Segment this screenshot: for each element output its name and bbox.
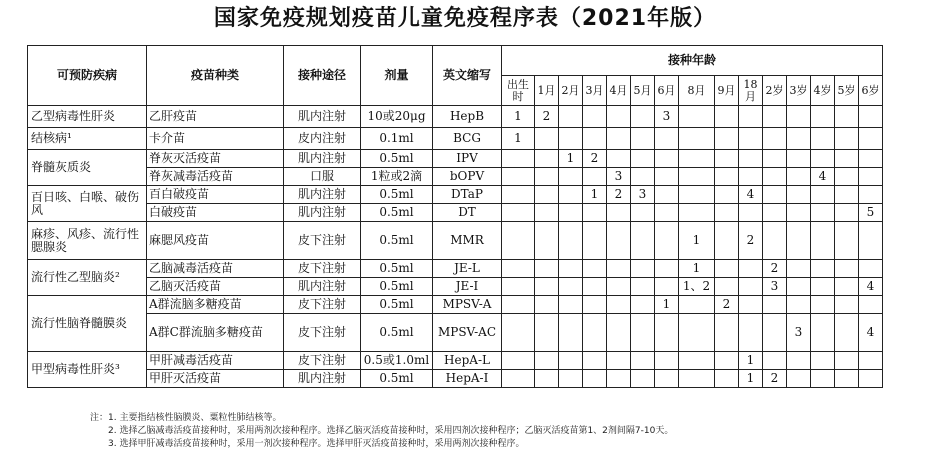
dose-number-cell bbox=[502, 204, 535, 222]
dose-number-cell: 1 bbox=[679, 260, 715, 278]
vaccine-cell: 脊灰减毒活疫苗 bbox=[147, 168, 284, 186]
dose-number-cell bbox=[631, 260, 655, 278]
table-row bbox=[28, 370, 883, 388]
dose-number-cell bbox=[631, 352, 655, 370]
route-cell: 皮下注射 bbox=[284, 352, 361, 370]
dose-number-cell bbox=[811, 352, 835, 370]
header-dose: 剂量 bbox=[361, 46, 433, 106]
age-header: 5月 bbox=[631, 76, 655, 106]
dose-number-cell bbox=[763, 150, 787, 168]
dose-number-cell bbox=[811, 186, 835, 204]
age-header: 4月 bbox=[607, 76, 631, 106]
dose-number-cell bbox=[655, 128, 679, 150]
abbr-cell: BCG bbox=[433, 128, 502, 150]
dose-number-cell bbox=[559, 278, 583, 296]
dose-number-cell bbox=[859, 128, 883, 150]
dose-number-cell bbox=[535, 168, 559, 186]
header-abbr: 英文缩写 bbox=[433, 46, 502, 106]
route-cell: 肌内注射 bbox=[284, 150, 361, 168]
dose-cell: 0.5ml bbox=[361, 296, 433, 314]
disease-cell: 百日咳、白喉、破伤风 bbox=[28, 186, 147, 222]
vaccine-cell: 麻腮风疫苗 bbox=[147, 222, 284, 260]
age-header: 1月 bbox=[535, 76, 559, 106]
dose-number-cell: 2 bbox=[535, 106, 559, 128]
dose-number-cell bbox=[739, 106, 763, 128]
dose-number-cell bbox=[502, 150, 535, 168]
dose-number-cell bbox=[763, 128, 787, 150]
route-cell: 皮下注射 bbox=[284, 296, 361, 314]
dose-number-cell bbox=[679, 150, 715, 168]
dose-number-cell bbox=[655, 150, 679, 168]
vaccine-cell: 乙脑减毒活疫苗 bbox=[147, 260, 284, 278]
dose-number-cell bbox=[859, 168, 883, 186]
table-row bbox=[28, 186, 883, 204]
dose-cell: 10或20μg bbox=[361, 106, 433, 128]
dose-number-cell bbox=[763, 222, 787, 260]
dose-number-cell bbox=[679, 352, 715, 370]
dose-number-cell bbox=[835, 168, 859, 186]
vaccine-cell: A群流脑多糖疫苗 bbox=[147, 296, 284, 314]
dose-number-cell bbox=[679, 296, 715, 314]
dose-number-cell bbox=[679, 204, 715, 222]
route-cell: 肌内注射 bbox=[284, 278, 361, 296]
dose-number-cell bbox=[607, 296, 631, 314]
vaccine-cell: 甲肝减毒活疫苗 bbox=[147, 352, 284, 370]
dose-number-cell bbox=[535, 370, 559, 388]
dose-number-cell bbox=[583, 370, 607, 388]
dose-number-cell bbox=[811, 260, 835, 278]
footnote-line bbox=[90, 438, 673, 451]
dose-number-cell bbox=[787, 296, 811, 314]
abbr-cell: bOPV bbox=[433, 168, 502, 186]
dose-number-cell bbox=[607, 260, 631, 278]
dose-number-cell bbox=[535, 204, 559, 222]
age-header: 6岁 bbox=[859, 76, 883, 106]
dose-number-cell bbox=[763, 106, 787, 128]
dose-number-cell bbox=[679, 186, 715, 204]
dose-number-cell bbox=[763, 314, 787, 352]
dose-number-cell bbox=[535, 352, 559, 370]
dose-number-cell bbox=[787, 260, 811, 278]
disease-cell: 结核病¹ bbox=[28, 128, 147, 150]
footnotes bbox=[90, 412, 673, 451]
dose-number-cell bbox=[583, 106, 607, 128]
footnote-1: 1. 主要指结核性脑膜炎、粟粒性肺结核等。 bbox=[108, 413, 282, 423]
dose-number-cell bbox=[835, 106, 859, 128]
route-cell: 肌内注射 bbox=[284, 204, 361, 222]
dose-number-cell: 1 bbox=[739, 352, 763, 370]
dose-number-cell bbox=[583, 128, 607, 150]
dose-number-cell bbox=[787, 204, 811, 222]
dose-number-cell bbox=[631, 370, 655, 388]
dose-cell: 0.5ml bbox=[361, 370, 433, 388]
vaccine-cell: 乙肝疫苗 bbox=[147, 106, 284, 128]
dose-number-cell bbox=[787, 222, 811, 260]
vaccine-cell: 乙脑灭活疫苗 bbox=[147, 278, 284, 296]
dose-number-cell: 1 bbox=[739, 370, 763, 388]
dose-number-cell bbox=[502, 168, 535, 186]
disease-cell: 乙型病毒性肝炎 bbox=[28, 106, 147, 128]
disease-cell: 脊髓灰质炎 bbox=[28, 150, 147, 186]
dose-number-cell bbox=[811, 314, 835, 352]
dose-number-cell bbox=[811, 370, 835, 388]
dose-number-cell bbox=[787, 186, 811, 204]
dose-number-cell bbox=[631, 278, 655, 296]
table-row bbox=[28, 296, 883, 314]
dose-number-cell bbox=[679, 168, 715, 186]
table-row bbox=[28, 222, 883, 260]
dose-number-cell bbox=[583, 204, 607, 222]
dose-cell: 0.5ml bbox=[361, 150, 433, 168]
dose-number-cell bbox=[631, 128, 655, 150]
dose-number-cell bbox=[559, 222, 583, 260]
dose-number-cell bbox=[715, 128, 739, 150]
dose-number-cell bbox=[559, 296, 583, 314]
footnote-line bbox=[90, 412, 673, 425]
dose-number-cell bbox=[535, 260, 559, 278]
vaccine-cell: 卡介苗 bbox=[147, 128, 284, 150]
age-header: 3岁 bbox=[787, 76, 811, 106]
route-cell: 肌内注射 bbox=[284, 186, 361, 204]
dose-number-cell bbox=[559, 314, 583, 352]
table-row bbox=[28, 168, 883, 186]
dose-number-cell: 2 bbox=[763, 370, 787, 388]
dose-number-cell bbox=[787, 106, 811, 128]
dose-number-cell bbox=[631, 296, 655, 314]
dose-number-cell bbox=[787, 128, 811, 150]
dose-number-cell bbox=[655, 222, 679, 260]
dose-number-cell bbox=[679, 128, 715, 150]
dose-number-cell bbox=[715, 352, 739, 370]
table-row bbox=[28, 204, 883, 222]
dose-number-cell bbox=[859, 106, 883, 128]
dose-number-cell bbox=[763, 352, 787, 370]
dose-number-cell bbox=[763, 186, 787, 204]
dose-number-cell bbox=[559, 260, 583, 278]
dose-number-cell bbox=[502, 314, 535, 352]
dose-number-cell bbox=[859, 352, 883, 370]
dose-number-cell bbox=[655, 370, 679, 388]
dose-number-cell: 2 bbox=[763, 260, 787, 278]
dose-number-cell bbox=[583, 168, 607, 186]
table-row bbox=[28, 150, 883, 168]
route-cell: 口服 bbox=[284, 168, 361, 186]
immunization-schedule-table bbox=[27, 45, 883, 388]
table-row bbox=[28, 278, 883, 296]
dose-number-cell: 1、2 bbox=[679, 278, 715, 296]
dose-number-cell bbox=[535, 186, 559, 204]
abbr-cell: HepB bbox=[433, 106, 502, 128]
dose-number-cell bbox=[502, 278, 535, 296]
dose-number-cell bbox=[631, 106, 655, 128]
route-cell: 肌内注射 bbox=[284, 106, 361, 128]
dose-cell: 0.5ml bbox=[361, 278, 433, 296]
dose-number-cell bbox=[607, 278, 631, 296]
dose-number-cell bbox=[559, 370, 583, 388]
dose-number-cell bbox=[787, 168, 811, 186]
age-header: 2月 bbox=[559, 76, 583, 106]
header-age-group: 接种年龄 bbox=[502, 46, 883, 76]
dose-number-cell bbox=[679, 314, 715, 352]
dose-number-cell: 2 bbox=[607, 186, 631, 204]
dose-number-cell bbox=[715, 370, 739, 388]
dose-number-cell bbox=[535, 150, 559, 168]
dose-number-cell bbox=[763, 168, 787, 186]
dose-number-cell bbox=[835, 150, 859, 168]
dose-number-cell: 3 bbox=[763, 278, 787, 296]
dose-number-cell bbox=[559, 204, 583, 222]
dose-number-cell bbox=[631, 150, 655, 168]
dose-number-cell bbox=[655, 168, 679, 186]
table-row bbox=[28, 314, 883, 352]
dose-number-cell bbox=[535, 314, 559, 352]
dose-number-cell bbox=[763, 296, 787, 314]
dose-cell: 0.5ml bbox=[361, 222, 433, 260]
dose-number-cell bbox=[715, 186, 739, 204]
dose-number-cell bbox=[811, 128, 835, 150]
dose-cell: 0.1ml bbox=[361, 128, 433, 150]
disease-cell: 麻疹、风疹、流行性腮腺炎 bbox=[28, 222, 147, 260]
dose-number-cell bbox=[835, 352, 859, 370]
vaccine-cell: 百白破疫苗 bbox=[147, 186, 284, 204]
dose-number-cell bbox=[835, 260, 859, 278]
dose-number-cell bbox=[787, 278, 811, 296]
table-row bbox=[28, 260, 883, 278]
dose-number-cell bbox=[679, 106, 715, 128]
dose-number-cell bbox=[859, 260, 883, 278]
dose-number-cell bbox=[811, 278, 835, 296]
dose-number-cell bbox=[859, 186, 883, 204]
abbr-cell: JE-L bbox=[433, 260, 502, 278]
dose-cell: 0.5或1.0ml bbox=[361, 352, 433, 370]
dose-number-cell bbox=[535, 296, 559, 314]
dose-number-cell bbox=[502, 296, 535, 314]
dose-number-cell bbox=[715, 150, 739, 168]
route-cell: 皮下注射 bbox=[284, 222, 361, 260]
dose-number-cell bbox=[535, 128, 559, 150]
dose-number-cell bbox=[715, 168, 739, 186]
dose-number-cell bbox=[502, 186, 535, 204]
dose-number-cell: 3 bbox=[787, 314, 811, 352]
dose-number-cell: 1 bbox=[559, 150, 583, 168]
dose-number-cell bbox=[607, 222, 631, 260]
dose-number-cell bbox=[655, 314, 679, 352]
dose-number-cell bbox=[835, 222, 859, 260]
dose-number-cell bbox=[811, 222, 835, 260]
dose-number-cell bbox=[535, 278, 559, 296]
age-header: 6月 bbox=[655, 76, 679, 106]
dose-number-cell bbox=[502, 370, 535, 388]
dose-number-cell bbox=[715, 260, 739, 278]
dose-number-cell bbox=[715, 106, 739, 128]
vaccine-cell: A群C群流脑多糖疫苗 bbox=[147, 314, 284, 352]
dose-number-cell bbox=[739, 314, 763, 352]
dose-number-cell bbox=[535, 222, 559, 260]
table-row bbox=[28, 352, 883, 370]
dose-number-cell bbox=[559, 128, 583, 150]
header-disease: 可预防疾病 bbox=[28, 46, 147, 106]
dose-number-cell bbox=[607, 352, 631, 370]
dose-number-cell: 2 bbox=[583, 150, 607, 168]
dose-number-cell bbox=[811, 150, 835, 168]
dose-number-cell: 4 bbox=[859, 278, 883, 296]
footnote-line bbox=[90, 425, 673, 438]
age-header: 3月 bbox=[583, 76, 607, 106]
dose-number-cell: 1 bbox=[502, 106, 535, 128]
dose-cell: 1粒或2滴 bbox=[361, 168, 433, 186]
dose-number-cell bbox=[607, 128, 631, 150]
table-row bbox=[28, 106, 883, 128]
disease-cell: 流行性乙型脑炎² bbox=[28, 260, 147, 296]
dose-number-cell bbox=[739, 296, 763, 314]
dose-number-cell: 3 bbox=[607, 168, 631, 186]
footnote-label: 注： bbox=[90, 413, 109, 423]
dose-number-cell bbox=[715, 278, 739, 296]
dose-number-cell bbox=[583, 296, 607, 314]
dose-number-cell bbox=[655, 278, 679, 296]
abbr-cell: MPSV-A bbox=[433, 296, 502, 314]
dose-number-cell bbox=[835, 278, 859, 296]
dose-number-cell bbox=[739, 260, 763, 278]
dose-number-cell: 2 bbox=[739, 222, 763, 260]
dose-number-cell bbox=[502, 352, 535, 370]
dose-number-cell bbox=[715, 314, 739, 352]
header-route: 接种途径 bbox=[284, 46, 361, 106]
vaccine-cell: 甲肝灭活疫苗 bbox=[147, 370, 284, 388]
dose-number-cell bbox=[787, 370, 811, 388]
dose-number-cell bbox=[835, 186, 859, 204]
dose-number-cell: 3 bbox=[631, 186, 655, 204]
dose-number-cell bbox=[655, 260, 679, 278]
dose-cell: 0.5ml bbox=[361, 260, 433, 278]
dose-cell: 0.5ml bbox=[361, 314, 433, 352]
dose-number-cell bbox=[655, 204, 679, 222]
abbr-cell: JE-I bbox=[433, 278, 502, 296]
dose-number-cell bbox=[859, 222, 883, 260]
dose-number-cell bbox=[559, 186, 583, 204]
vaccine-cell: 白破疫苗 bbox=[147, 204, 284, 222]
dose-number-cell bbox=[763, 204, 787, 222]
dose-cell: 0.5ml bbox=[361, 186, 433, 204]
dose-number-cell bbox=[631, 314, 655, 352]
dose-number-cell bbox=[739, 278, 763, 296]
dose-number-cell bbox=[835, 370, 859, 388]
header-vaccine: 疫苗种类 bbox=[147, 46, 284, 106]
dose-number-cell bbox=[739, 128, 763, 150]
disease-cell: 流行性脑脊髓膜炎 bbox=[28, 296, 147, 352]
dose-number-cell bbox=[583, 260, 607, 278]
dose-number-cell bbox=[655, 186, 679, 204]
abbr-cell: DT bbox=[433, 204, 502, 222]
age-header: 出生时 bbox=[502, 76, 535, 106]
dose-number-cell bbox=[607, 106, 631, 128]
page-title: 国家免疫规划疫苗儿童免疫程序表（2021年版） bbox=[213, 6, 717, 31]
abbr-cell: IPV bbox=[433, 150, 502, 168]
dose-number-cell bbox=[631, 168, 655, 186]
dose-number-cell bbox=[835, 314, 859, 352]
dose-number-cell bbox=[835, 128, 859, 150]
dose-number-cell: 3 bbox=[655, 106, 679, 128]
route-cell: 皮下注射 bbox=[284, 314, 361, 352]
dose-number-cell bbox=[607, 150, 631, 168]
dose-number-cell bbox=[583, 314, 607, 352]
dose-number-cell: 1 bbox=[655, 296, 679, 314]
table-row bbox=[28, 128, 883, 150]
dose-number-cell: 4 bbox=[811, 168, 835, 186]
dose-number-cell: 1 bbox=[679, 222, 715, 260]
route-cell: 皮内注射 bbox=[284, 128, 361, 150]
dose-number-cell bbox=[583, 352, 607, 370]
dose-number-cell bbox=[715, 222, 739, 260]
dose-number-cell bbox=[559, 168, 583, 186]
dose-number-cell bbox=[739, 150, 763, 168]
age-header: 18月 bbox=[739, 76, 763, 106]
dose-number-cell bbox=[583, 222, 607, 260]
dose-number-cell: 4 bbox=[859, 314, 883, 352]
dose-number-cell bbox=[835, 296, 859, 314]
dose-number-cell bbox=[583, 278, 607, 296]
dose-number-cell bbox=[502, 222, 535, 260]
route-cell: 皮下注射 bbox=[284, 260, 361, 278]
age-header: 2岁 bbox=[763, 76, 787, 106]
dose-number-cell bbox=[811, 106, 835, 128]
route-cell: 肌内注射 bbox=[284, 370, 361, 388]
abbr-cell: MPSV-AC bbox=[433, 314, 502, 352]
dose-number-cell: 1 bbox=[502, 128, 535, 150]
dose-number-cell: 1 bbox=[583, 186, 607, 204]
dose-number-cell bbox=[559, 352, 583, 370]
abbr-cell: HepA-I bbox=[433, 370, 502, 388]
dose-number-cell bbox=[739, 204, 763, 222]
dose-number-cell: 5 bbox=[859, 204, 883, 222]
dose-number-cell bbox=[631, 222, 655, 260]
dose-number-cell bbox=[859, 150, 883, 168]
age-header: 8月 bbox=[679, 76, 715, 106]
dose-number-cell bbox=[835, 204, 859, 222]
abbr-cell: HepA-L bbox=[433, 352, 502, 370]
dose-number-cell bbox=[715, 204, 739, 222]
dose-number-cell: 2 bbox=[715, 296, 739, 314]
dose-number-cell bbox=[631, 204, 655, 222]
age-header: 5岁 bbox=[835, 76, 859, 106]
footnote-3: 3. 选择甲肝减毒活疫苗接种时，采用一剂次接种程序。选择甲肝灭活疫苗接种时，采用两剂次接种程序。 bbox=[108, 439, 525, 449]
dose-number-cell bbox=[559, 106, 583, 128]
dose-number-cell: 4 bbox=[739, 186, 763, 204]
dose-cell: 0.5ml bbox=[361, 204, 433, 222]
abbr-cell: MMR bbox=[433, 222, 502, 260]
dose-number-cell bbox=[787, 150, 811, 168]
dose-number-cell bbox=[787, 352, 811, 370]
footnote-2: 2. 选择乙脑减毒活疫苗接种时，采用两剂次接种程序。选择乙脑灭活疫苗接种时，采用四剂次接种程序；乙脑灭活疫苗第1、2剂间隔7-10天。 bbox=[108, 426, 674, 436]
age-header: 9月 bbox=[715, 76, 739, 106]
dose-number-cell bbox=[607, 204, 631, 222]
disease-cell: 甲型病毒性肝炎³ bbox=[28, 352, 147, 388]
dose-number-cell bbox=[859, 296, 883, 314]
dose-number-cell bbox=[607, 314, 631, 352]
dose-number-cell bbox=[679, 370, 715, 388]
dose-number-cell bbox=[655, 352, 679, 370]
abbr-cell: DTaP bbox=[433, 186, 502, 204]
dose-number-cell bbox=[739, 168, 763, 186]
dose-number-cell bbox=[502, 260, 535, 278]
dose-number-cell bbox=[811, 204, 835, 222]
age-header: 4岁 bbox=[811, 76, 835, 106]
vaccine-cell: 脊灰灭活疫苗 bbox=[147, 150, 284, 168]
dose-number-cell bbox=[859, 370, 883, 388]
dose-number-cell bbox=[607, 370, 631, 388]
dose-number-cell bbox=[811, 296, 835, 314]
